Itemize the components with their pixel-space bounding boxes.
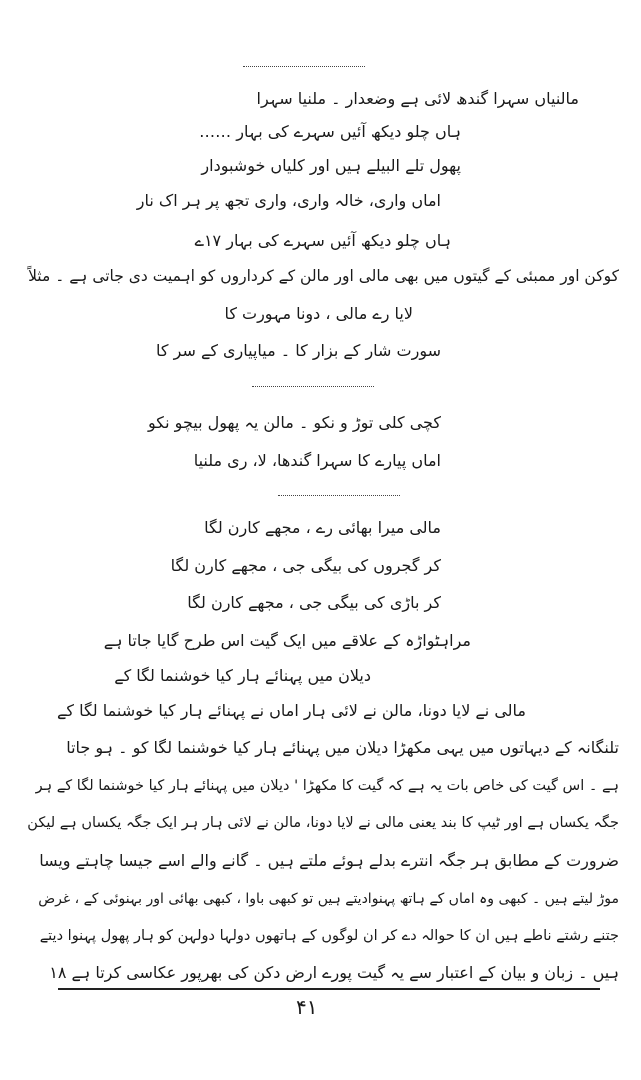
- verse-line: دیلان میں پہنائے ہار کیا خوشنما لگا کے: [114, 666, 371, 685]
- verse-line: لایا رے مالی ، دونا مہورت کا: [224, 304, 413, 323]
- verse-line: اماں پیارے کا سہرا گندھا، لا، ری ملنیا: [193, 451, 441, 470]
- footer-rule: [58, 988, 600, 990]
- verse-line: مالی میرا بھائی رے ، مجھے کارن لگا: [204, 518, 441, 537]
- verse-line: ہاں چلو دیکھ آئیں سہرے کی بہار ١٧ے: [194, 231, 451, 250]
- section-separator: [252, 386, 374, 387]
- verse-line: کر گجروں کی بیگی جی ، مجھے کارن لگا: [170, 556, 441, 575]
- page-number: ۴۱: [296, 995, 318, 1019]
- prose-line: موڑ لیتے ہیں ۔ کبھی وہ اماں کے ہاتھ پہنوادیتے ہیں تو کبھی باوا ، کبھی بھائی اور بہنوئی کے ، غرض: [38, 891, 619, 907]
- section-separator: [278, 495, 400, 496]
- prose-line: مراہٹواڑہ کے علاقے میں ایک گیت اس طرح گایا جاتا ہے: [103, 631, 471, 650]
- verse-line: اماں واری، خالہ واری، واری تجھ پر ہر اک نار: [136, 191, 441, 210]
- verse-line: ہاں چلو دیکھ آئیں سہرے کی بہار ……: [199, 122, 461, 141]
- prose-line: ہے ۔ اس گیت کی خاص بات یہ ہے کہ گیت کا مکھڑا ' دیلان میں پہنائے ہار کیا خوشنما لگا کے ہر: [35, 778, 619, 794]
- section-separator: [243, 66, 365, 67]
- prose-line: ضرورت کے مطابق ہر جگہ انترے بدلے ہوئے ملتے ہیں ۔ گانے والے اسے جیسا چاہتے ویسا: [39, 851, 619, 870]
- prose-line: جتنے رشتے ناطے ہیں ان کا حوالہ دے کر ان لوگوں کے ہاتھوں دولہا دولہن کو ہار پھول پہنوا دیتے: [39, 928, 619, 944]
- prose-line: ہیں ۔ زبان و بیان کے اعتبار سے یہ گیت پورے ارض دکن کی بھرپور عکاسی کرتا ہے ١٨: [49, 963, 619, 982]
- verse-line: مالی نے لایا دونا، مالن نے لائی ہار اماں نے پہنائے ہار کیا خوشنما لگا کے: [56, 701, 526, 720]
- prose-line: کوکن اور ممبئی کے گیتوں میں بھی مالی اور مالن کے کرداروں کو اہمیت دی جاتی ہے ۔ مثلاً: [28, 267, 619, 285]
- prose-line: جگہ یکساں ہے اور ٹیپ کا بند یعنی مالی نے لایا دونا، مالن نے لائی ہار ہر ایک جگہ یکساں ہے لیکن: [27, 815, 619, 831]
- verse-line: کچی کلی توڑ و نکو ۔ مالن یہ پھول بیچو نکو: [148, 413, 441, 432]
- prose-line: تلنگانہ کے دیہاتوں میں یہی مکھڑا دیلان میں پہنائے ہار کیا خوشنما لگا کو ۔ ہو جاتا: [66, 738, 619, 757]
- verse-line: سورت شار کے بزار کا ۔ میاپیاری کے سر کا: [156, 341, 441, 360]
- verse-line: مالنیاں سہرا گندھ لائی ہے وضعدار ۔ ملنیا سہرا: [256, 89, 579, 108]
- verse-line: پھول تلے البیلے ہیں اور کلیاں خوشبودار: [201, 156, 461, 175]
- verse-line: کر باڑی کی بیگی جی ، مجھے کارن لگا: [187, 593, 441, 612]
